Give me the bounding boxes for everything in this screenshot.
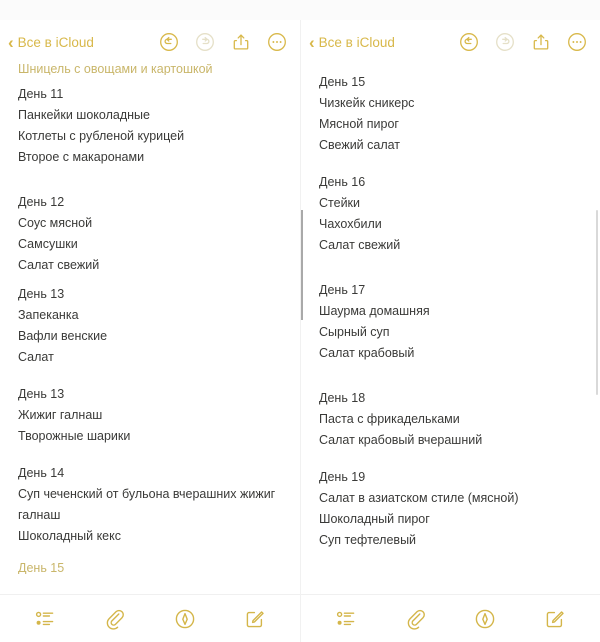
dish-item: Чизкейк сникерс — [319, 96, 415, 110]
undo-arrow-icon[interactable] — [458, 31, 480, 53]
redo-arrow-icon[interactable] — [194, 31, 216, 53]
redo-arrow-icon[interactable] — [494, 31, 516, 53]
navigation-bar-right — [301, 20, 600, 64]
navigation-bar-left — [0, 20, 300, 64]
markup-pencil-circle-icon[interactable] — [472, 606, 498, 632]
back-button-label: Все в iCloud — [17, 34, 94, 50]
dish-item: Сырный суп — [319, 325, 390, 339]
status-bar — [0, 0, 600, 20]
dish-item: Вафли венские — [18, 329, 108, 343]
day-heading: День 13 — [18, 387, 65, 401]
bottom-toolbar-right — [301, 594, 600, 642]
more-ellipsis-icon[interactable] — [266, 31, 288, 53]
note-content-right[interactable] — [301, 64, 600, 594]
nav-actions-left — [158, 31, 292, 53]
dish-item: Шаурма домашняя — [319, 304, 430, 318]
day-heading: День 14 — [18, 466, 65, 480]
dish-item: Суп чеченский от бульона вчерашних жижиг — [18, 487, 276, 501]
dish-item: Стейки — [319, 196, 360, 210]
dish-item: Панкейки шоколадные — [18, 108, 150, 122]
note-block — [319, 172, 586, 256]
chevron-left-icon: ‹ — [8, 32, 14, 52]
dish-item: Самсушки — [18, 237, 78, 251]
dish-item: Мясной пирог — [319, 117, 399, 131]
day-heading: День 15 — [319, 75, 366, 89]
share-up-arrow-icon[interactable] — [530, 31, 552, 53]
dish-item: Салат свежий — [319, 238, 401, 252]
back-button-label: Все в iCloud — [318, 34, 395, 50]
dish-item: Творожные шарики — [18, 429, 131, 443]
clipped-text-bottom: День 15 — [18, 562, 65, 574]
note-block — [18, 192, 286, 276]
note-block — [319, 388, 586, 451]
note-block — [18, 84, 286, 168]
dish-item: Салат крабовый вчерашний — [319, 433, 483, 447]
dish-item: Второе с макаронами — [18, 150, 145, 164]
note-block — [18, 463, 286, 547]
dish-item: Запеканка — [18, 308, 79, 322]
note-block — [319, 72, 586, 156]
day-heading: День 12 — [18, 195, 65, 209]
back-button-left[interactable] — [8, 34, 94, 51]
markup-pencil-circle-icon[interactable] — [172, 606, 198, 632]
dish-item: галнаш — [18, 508, 61, 522]
dish-item: Свежий салат — [319, 138, 401, 152]
split-view — [0, 20, 600, 642]
dish-item: Салат крабовый — [319, 346, 415, 360]
more-ellipsis-icon[interactable] — [566, 31, 588, 53]
dish-item: Паста с фрикадельками — [319, 412, 460, 426]
clipped-text-top: Шницель с овощами и картошкой — [18, 64, 213, 75]
paperclip-icon[interactable] — [403, 606, 429, 632]
note-pane-left — [0, 20, 300, 642]
note-block — [18, 284, 286, 368]
dish-item: Котлеты с рубленой курицей — [18, 129, 185, 143]
dish-item: Жижиг галнаш — [18, 408, 103, 422]
day-heading: День 18 — [319, 391, 366, 405]
compose-pencil-square-icon[interactable] — [542, 606, 568, 632]
dish-item: Шоколадный пирог — [319, 512, 430, 526]
dish-item: Суп тефтелевый — [319, 533, 417, 547]
day-heading: День 16 — [319, 175, 366, 189]
dish-item: Соус мясной — [18, 216, 93, 230]
note-block — [319, 280, 586, 364]
note-block — [18, 384, 286, 447]
dish-item: Шоколадный кекс — [18, 529, 121, 543]
compose-pencil-square-icon[interactable] — [242, 606, 268, 632]
dish-item: Чахохбили — [319, 217, 382, 231]
day-heading: День 11 — [18, 87, 64, 101]
dish-item: Салат в азиатском стиле (мясной) — [319, 491, 519, 505]
dish-item: Салат свежий — [18, 258, 100, 272]
nav-actions-right — [458, 31, 592, 53]
day-heading: День 13 — [18, 287, 65, 301]
dish-item: Салат — [18, 350, 54, 364]
paperclip-icon[interactable] — [102, 606, 128, 632]
chevron-left-icon: ‹ — [309, 32, 315, 52]
undo-arrow-icon[interactable] — [158, 31, 180, 53]
note-block — [319, 467, 586, 551]
share-up-arrow-icon[interactable] — [230, 31, 252, 53]
bottom-toolbar-left — [0, 594, 300, 642]
day-heading: День 17 — [319, 283, 366, 297]
note-pane-right — [300, 20, 600, 642]
checklist-icon[interactable] — [333, 606, 359, 632]
back-button-right[interactable] — [309, 34, 395, 51]
note-content-left[interactable] — [0, 64, 300, 594]
checklist-icon[interactable] — [32, 606, 58, 632]
day-heading: День 19 — [319, 470, 366, 484]
